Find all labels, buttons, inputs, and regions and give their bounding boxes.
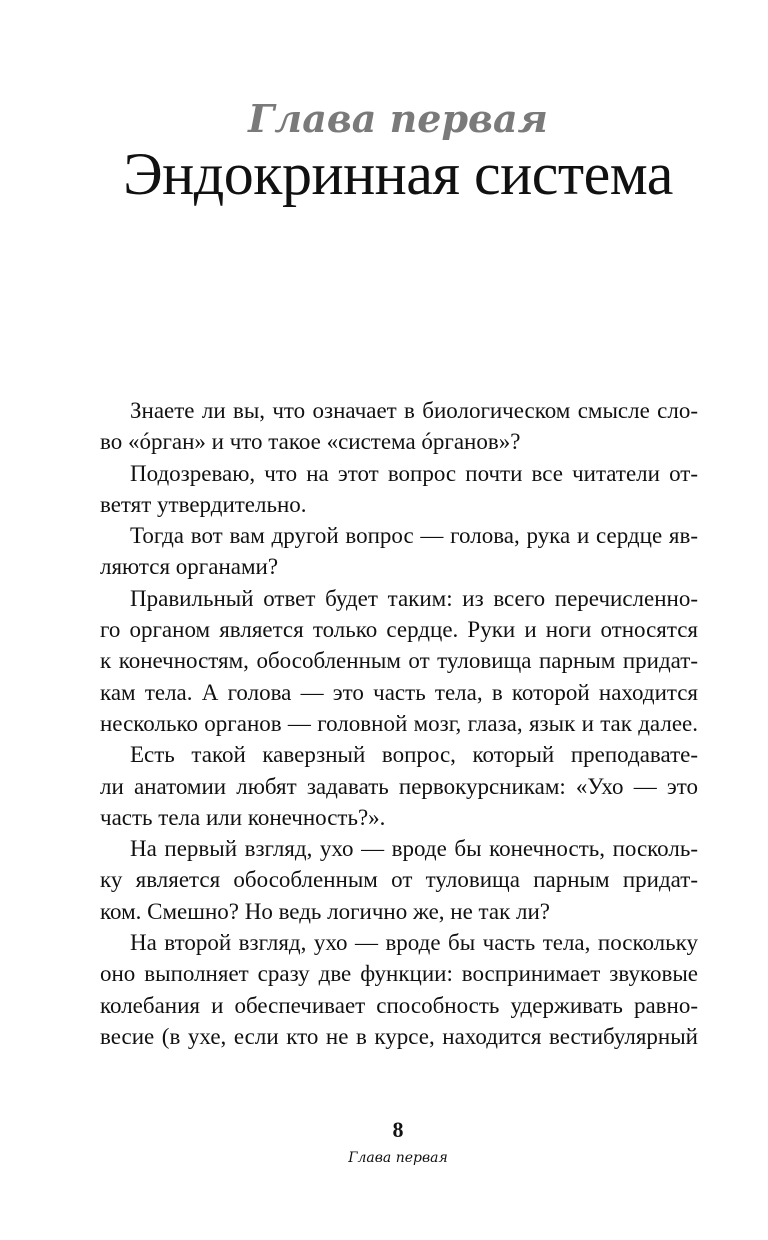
text-line: На первый взгляд, ухо — вроде бы конечность, посколь- (130, 836, 698, 862)
text-line: часть тела или конечность?». (100, 804, 386, 830)
text-line: На второй взгляд, ухо — вроде бы часть тела, поскольку (130, 930, 698, 956)
text-line: го органом является только сердце. Руки и ноги относятся (100, 617, 698, 643)
text-line: ку является обособленным от туловища парным придат- (100, 867, 698, 893)
body-text (100, 395, 698, 1052)
text-line: ли анатомии любят задавать первокурсникам: «Ухо — это (100, 773, 698, 799)
text-line: во «óрган» и что такое «система óрганов»? (100, 429, 521, 455)
text-line: Тогда вот вам другой вопрос — голова, рука и сердце яв- (130, 523, 698, 549)
text-line: оно выполняет сразу две функции: воспринимает звуковые (100, 961, 698, 987)
text-line: Подозреваю, что на этот вопрос почти все читатели от- (130, 460, 698, 486)
text-line: колебания и обеспечивает способность удерживать равно- (100, 992, 698, 1018)
text-line: ляются органами? (100, 554, 279, 580)
chapter-title: Эндокринная система (123, 141, 673, 207)
text-line: Есть такой каверзный вопрос, который преподавате- (130, 742, 698, 768)
text-line: ком. Смешно? Но ведь логично же, не так ли? (100, 898, 551, 924)
text-line: к конечностям, обособленным от туловища парным придат- (100, 648, 698, 674)
text-line: Знаете ли вы, что означает в биологическом смысле сло- (130, 398, 698, 423)
running-footer: Глава первая (348, 1150, 448, 1166)
text-line: ветят утвердительно. (100, 491, 307, 517)
text-line: кам тела. А голова — это часть тела, в которой находится (100, 679, 698, 705)
text-line: весие (в ухе, если кто не в курсе, находится вестибулярный (100, 1023, 698, 1049)
page-number: 8 (392, 1117, 404, 1142)
text-line: Правильный ответ будет таким: из всего перечисленно- (130, 585, 698, 611)
text-line: несколько органов — головной мозг, глаза, язык и так далее. (100, 710, 698, 736)
chapter-label: Глава первая (248, 96, 548, 141)
